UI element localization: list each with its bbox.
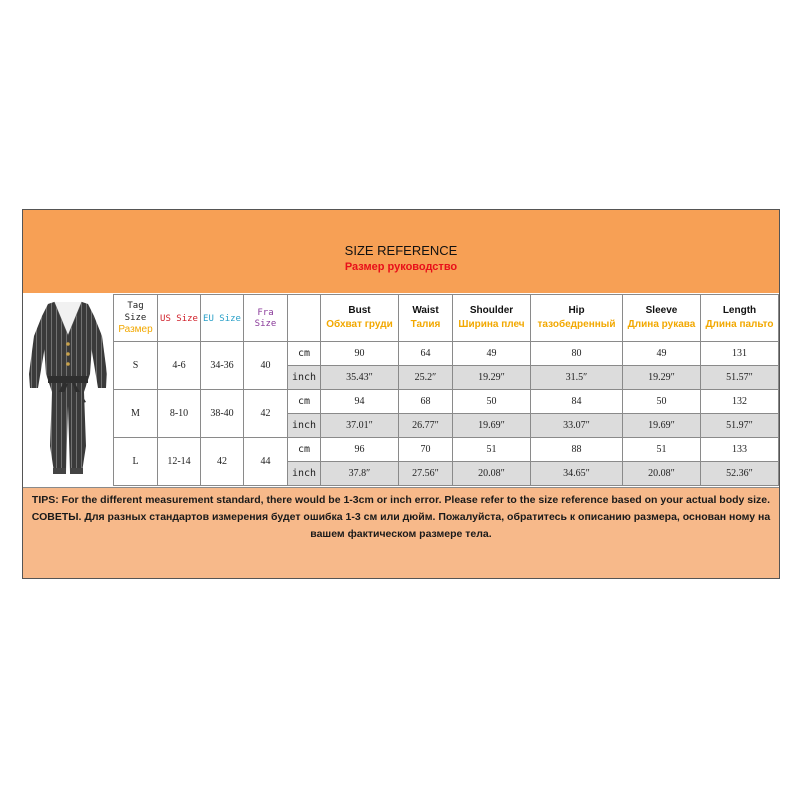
unit-cm: cm — [288, 390, 321, 414]
value-cell: 19.29″ — [453, 366, 531, 390]
size-chart — [22, 209, 780, 579]
value-cell: 51 — [623, 438, 701, 462]
value-cell: 96 — [321, 438, 399, 462]
size-table — [113, 294, 779, 486]
tag-size-label-ru: Размер — [118, 324, 153, 335]
tips-section — [23, 487, 779, 578]
bust-header: Bust Обхват груди — [321, 295, 399, 342]
eu-size-cell: 38-40 — [201, 390, 244, 438]
unit-inch: inch — [288, 366, 321, 390]
jumpsuit-photo — [24, 296, 112, 487]
eu-size-label: EU Size — [203, 313, 241, 324]
value-cell: 49 — [453, 342, 531, 366]
value-cell: 49 — [623, 342, 701, 366]
value-cell: 50 — [623, 390, 701, 414]
unit-inch: inch — [288, 414, 321, 438]
value-cell: 51.57″ — [701, 366, 779, 390]
hip-header: Hip тазобедренный — [531, 295, 623, 342]
value-cell: 37.8″ — [321, 462, 399, 486]
value-cell: 35.43″ — [321, 366, 399, 390]
eu-size-header — [201, 295, 244, 342]
tag-size-cell: L — [114, 438, 158, 486]
jumpsuit-image — [24, 296, 112, 487]
value-cell: 94 — [321, 390, 399, 414]
chart-header — [23, 210, 779, 293]
value-cell: 88 — [531, 438, 623, 462]
table-row — [114, 390, 779, 414]
title-russian: Размер руководство — [344, 261, 458, 273]
waist-header: Waist Талия — [399, 295, 453, 342]
value-cell: 51.97″ — [701, 414, 779, 438]
us-size-label: US Size — [160, 313, 198, 324]
fra-size-cell: 40 — [244, 342, 288, 390]
value-cell: 26.77″ — [399, 414, 453, 438]
value-cell: 19.69″ — [453, 414, 531, 438]
us-size-cell: 8-10 — [158, 390, 201, 438]
tag-size-cell: S — [114, 342, 158, 390]
shoulder-header: Shoulder Ширина плеч — [453, 295, 531, 342]
unit-cm: cm — [288, 342, 321, 366]
fra-size-cell: 44 — [244, 438, 288, 486]
value-cell: 68 — [399, 390, 453, 414]
value-cell: 37.01″ — [321, 414, 399, 438]
table-row — [114, 438, 779, 462]
table-row — [114, 342, 779, 366]
us-size-cell: 4-6 — [158, 342, 201, 390]
unit-inch: inch — [288, 462, 321, 486]
value-cell: 90 — [321, 342, 399, 366]
value-cell: 31.5″ — [531, 366, 623, 390]
tag-size-cell: M — [114, 390, 158, 438]
tag-size-header — [114, 295, 158, 342]
eu-size-cell: 42 — [201, 438, 244, 486]
fra-size-cell: 42 — [244, 390, 288, 438]
fra-size-label: Fra Size — [254, 308, 277, 329]
value-cell: 50 — [453, 390, 531, 414]
tag-size-label: Tag Size — [124, 301, 147, 323]
value-cell: 19.69″ — [623, 414, 701, 438]
value-cell: 70 — [399, 438, 453, 462]
tips-russian: СОВЕТЫ. Для разных стандартов измерения будет ошибка 1-3 см или дюйм. Пожалуйста, обратитесь к описанию размера, основан ному на вашем фактическом размере тела. — [31, 511, 771, 540]
sleeve-header: Sleeve Длина рукава — [623, 295, 701, 342]
value-cell: 132 — [701, 390, 779, 414]
length-header: Length Длина пальто — [701, 295, 779, 342]
value-cell: 20.08″ — [623, 462, 701, 486]
value-cell: 131 — [701, 342, 779, 366]
unit-cm: cm — [288, 438, 321, 462]
us-size-cell: 12-14 — [158, 438, 201, 486]
value-cell: 84 — [531, 390, 623, 414]
value-cell: 19.29″ — [623, 366, 701, 390]
header-row — [114, 295, 779, 342]
value-cell: 34.65″ — [531, 462, 623, 486]
unit-header — [288, 295, 321, 342]
us-size-header — [158, 295, 201, 342]
value-cell: 133 — [701, 438, 779, 462]
title-english: SIZE REFERENCE — [344, 243, 458, 258]
value-cell: 27.56″ — [399, 462, 453, 486]
value-cell: 52.36″ — [701, 462, 779, 486]
eu-size-cell: 34-36 — [201, 342, 244, 390]
value-cell: 25.2″ — [399, 366, 453, 390]
value-cell: 51 — [453, 438, 531, 462]
value-cell: 20.08″ — [453, 462, 531, 486]
value-cell: 33.07″ — [531, 414, 623, 438]
value-cell: 80 — [531, 342, 623, 366]
fra-size-header — [244, 295, 288, 342]
value-cell: 64 — [399, 342, 453, 366]
tips-english: TIPS: For the different measurement standard, there would be 1-3cm or inch error. Please refer to the size reference based on your actual body size. — [31, 494, 771, 506]
